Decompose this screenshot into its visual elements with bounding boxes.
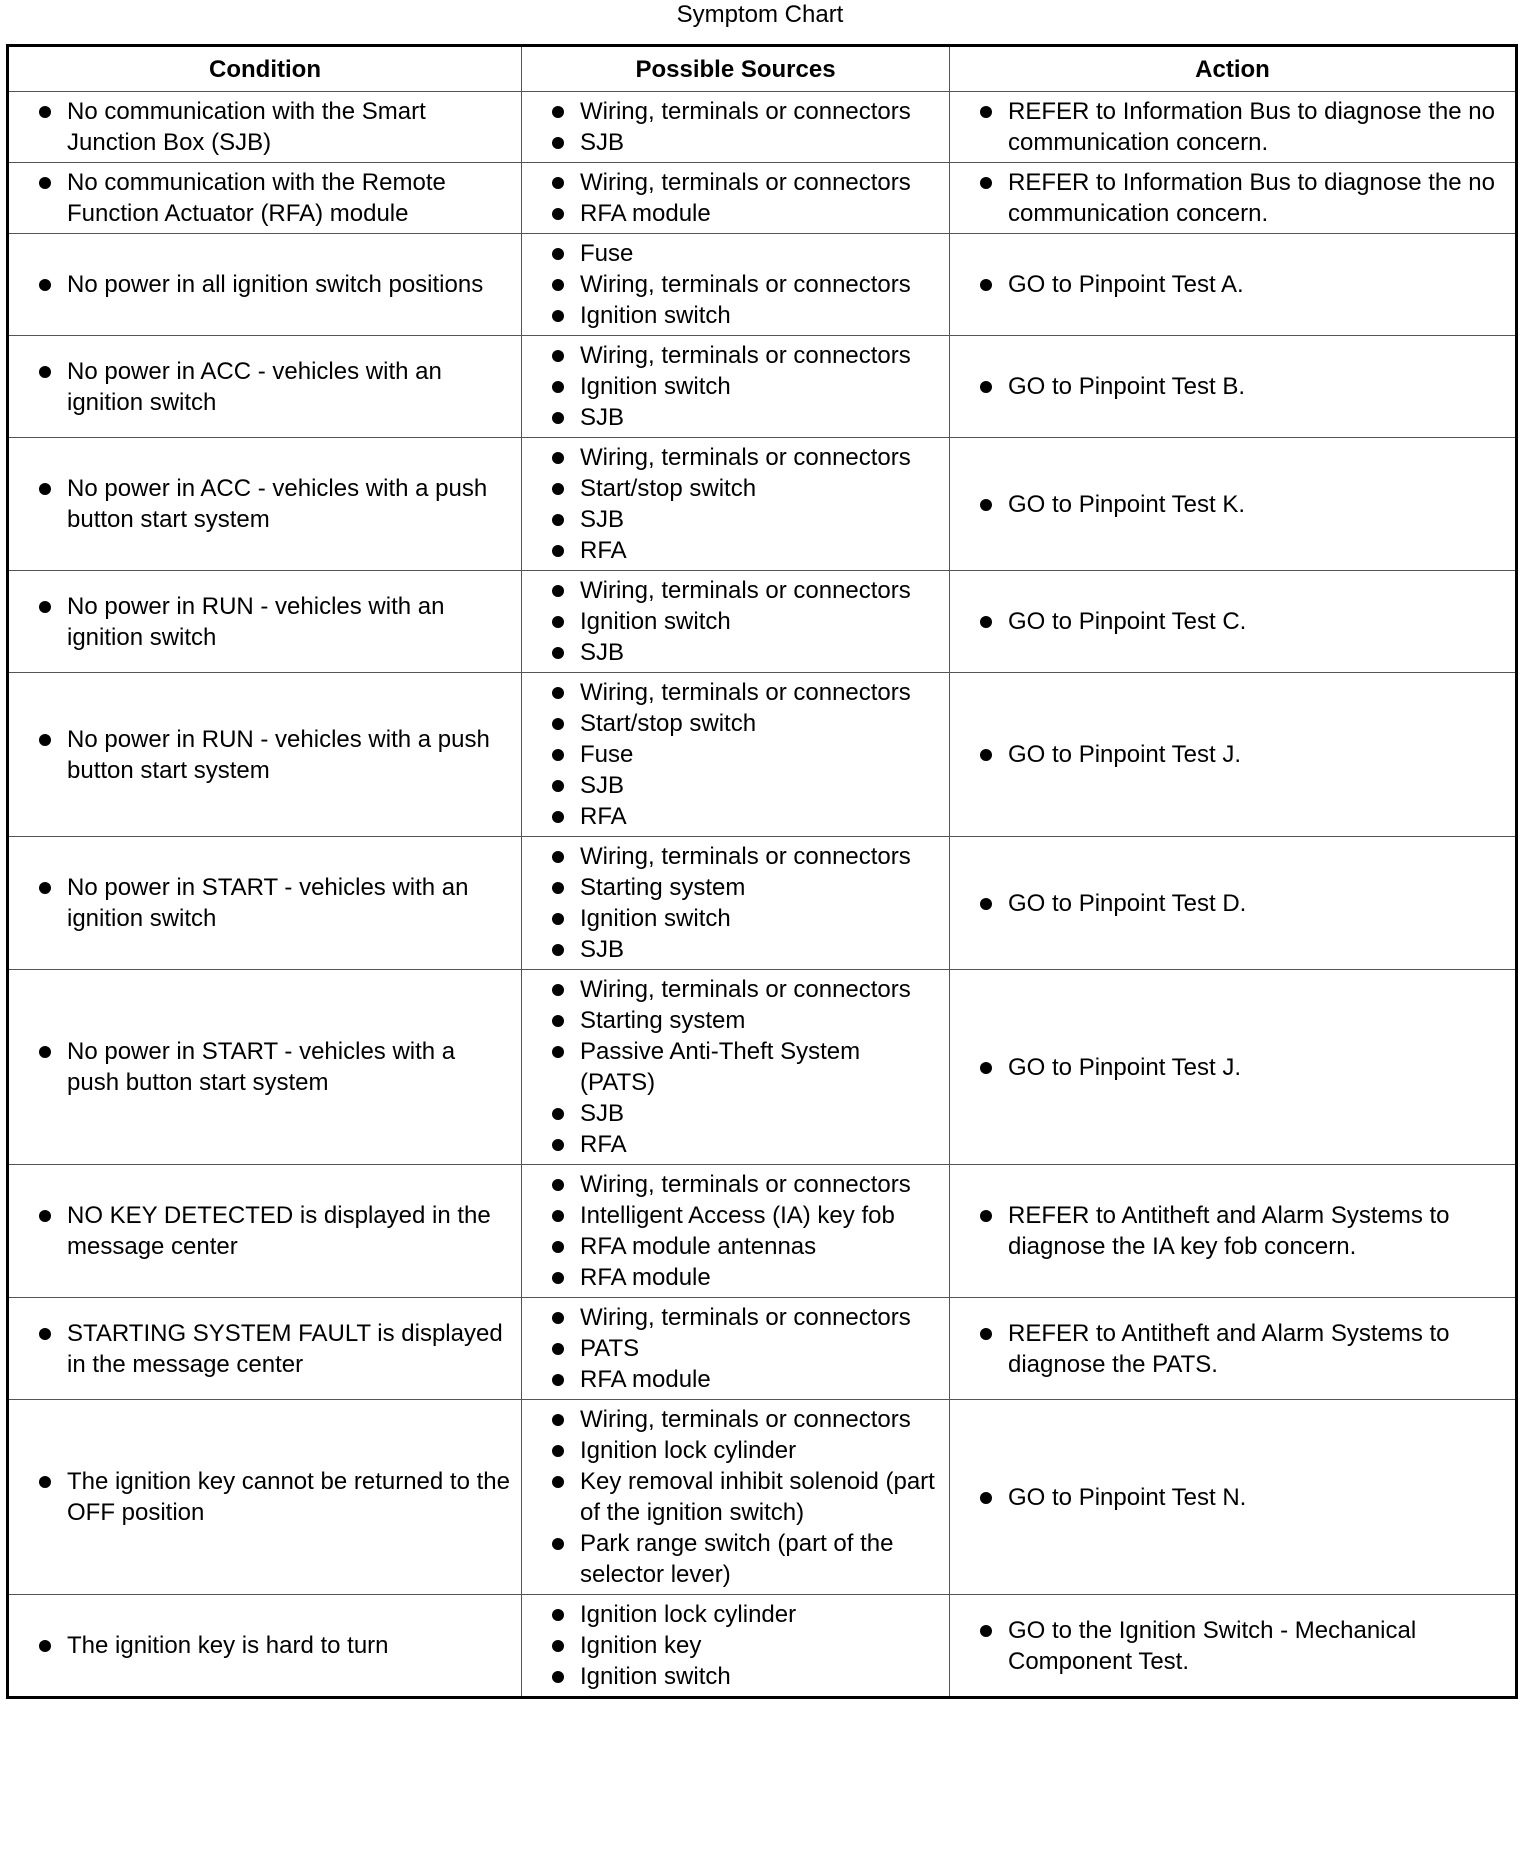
- condition-text: No power in RUN - vehicles with an ignition switch: [21, 591, 513, 653]
- action-list: [962, 1482, 1507, 1513]
- table-row: [8, 1298, 1517, 1400]
- table-row: [8, 163, 1517, 234]
- condition-text: STARTING SYSTEM FAULT is displayed in the message center: [21, 1318, 513, 1380]
- action-list: [962, 371, 1507, 402]
- condition-cell: [8, 970, 522, 1165]
- possible-source-item: Ignition key: [534, 1630, 941, 1661]
- table-row: [8, 1165, 1517, 1298]
- possible-sources-cell: [522, 837, 950, 970]
- possible-source-item: RFA module: [534, 198, 941, 229]
- action-list: [962, 167, 1507, 229]
- condition-list: [21, 269, 513, 300]
- possible-source-item: SJB: [534, 504, 941, 535]
- possible-sources-list: [534, 1599, 941, 1692]
- action-list: [962, 888, 1507, 919]
- action-list: [962, 489, 1507, 520]
- action-cell: [950, 1595, 1517, 1698]
- action-cell: [950, 1400, 1517, 1595]
- possible-source-item: RFA: [534, 1129, 941, 1160]
- condition-cell: [8, 837, 522, 970]
- possible-source-item: SJB: [534, 637, 941, 668]
- action-cell: [950, 336, 1517, 438]
- possible-source-item: Intelligent Access (IA) key fob: [534, 1200, 941, 1231]
- possible-source-item: Ignition lock cylinder: [534, 1435, 941, 1466]
- condition-list: [21, 473, 513, 535]
- possible-source-item: Wiring, terminals or connectors: [534, 1302, 941, 1333]
- condition-text: No communication with the Smart Junction Box (SJB): [21, 96, 513, 158]
- action-text: GO to Pinpoint Test J.: [962, 1052, 1507, 1083]
- possible-source-item: Wiring, terminals or connectors: [534, 340, 941, 371]
- possible-sources-cell: [522, 1165, 950, 1298]
- action-text: REFER to Information Bus to diagnose the no communication concern.: [962, 96, 1507, 158]
- possible-source-item: Park range switch (part of the selector lever): [534, 1528, 941, 1590]
- condition-list: [21, 1630, 513, 1661]
- condition-text: The ignition key is hard to turn: [21, 1630, 513, 1661]
- possible-sources-list: [534, 96, 941, 158]
- possible-source-item: Ignition lock cylinder: [534, 1599, 941, 1630]
- possible-source-item: RFA module antennas: [534, 1231, 941, 1262]
- action-text: GO to Pinpoint Test C.: [962, 606, 1507, 637]
- condition-text: No power in RUN - vehicles with a push button start system: [21, 724, 513, 786]
- condition-cell: [8, 1400, 522, 1595]
- possible-source-item: Fuse: [534, 739, 941, 770]
- possible-sources-list: [534, 677, 941, 832]
- possible-sources-list: [534, 167, 941, 229]
- possible-source-item: RFA module: [534, 1262, 941, 1293]
- condition-cell: [8, 673, 522, 837]
- possible-sources-list: [534, 841, 941, 965]
- condition-text: No power in ACC - vehicles with an ignition switch: [21, 356, 513, 418]
- page-title: Symptom Chart: [676, 1, 844, 28]
- possible-source-item: SJB: [534, 402, 941, 433]
- condition-text: No power in all ignition switch positions: [21, 269, 513, 300]
- condition-cell: [8, 1298, 522, 1400]
- action-text: GO to Pinpoint Test A.: [962, 269, 1507, 300]
- action-text: GO to Pinpoint Test B.: [962, 371, 1507, 402]
- possible-source-item: Ignition switch: [534, 300, 941, 331]
- condition-cell: [8, 1165, 522, 1298]
- possible-sources-cell: [522, 1298, 950, 1400]
- possible-source-item: Wiring, terminals or connectors: [534, 974, 941, 1005]
- column-header-condition: Condition: [8, 46, 522, 92]
- possible-source-item: Fuse: [534, 238, 941, 269]
- condition-text: NO KEY DETECTED is displayed in the message center: [21, 1200, 513, 1262]
- action-cell: [950, 1298, 1517, 1400]
- possible-sources-cell: [522, 673, 950, 837]
- action-list: [962, 739, 1507, 770]
- possible-source-item: Ignition switch: [534, 903, 941, 934]
- symptom-chart-table: [6, 44, 1518, 1699]
- possible-source-item: SJB: [534, 127, 941, 158]
- possible-sources-cell: [522, 234, 950, 336]
- possible-sources-cell: [522, 336, 950, 438]
- possible-sources-list: [534, 340, 941, 433]
- possible-source-item: Starting system: [534, 872, 941, 903]
- action-list: [962, 1615, 1507, 1677]
- possible-source-item: SJB: [534, 770, 941, 801]
- possible-sources-list: [534, 442, 941, 566]
- table-row: [8, 837, 1517, 970]
- condition-cell: [8, 571, 522, 673]
- action-text: GO to Pinpoint Test J.: [962, 739, 1507, 770]
- possible-sources-cell: [522, 163, 950, 234]
- possible-sources-list: [534, 974, 941, 1160]
- condition-text: No power in START - vehicles with an ignition switch: [21, 872, 513, 934]
- table-row: [8, 571, 1517, 673]
- action-cell: [950, 438, 1517, 571]
- condition-cell: [8, 336, 522, 438]
- action-cell: [950, 673, 1517, 837]
- condition-list: [21, 356, 513, 418]
- possible-source-item: Wiring, terminals or connectors: [534, 167, 941, 198]
- table-body: [8, 92, 1517, 1698]
- possible-source-item: PATS: [534, 1333, 941, 1364]
- possible-source-item: Wiring, terminals or connectors: [534, 575, 941, 606]
- condition-cell: [8, 1595, 522, 1698]
- possible-source-item: SJB: [534, 1098, 941, 1129]
- action-text: REFER to Information Bus to diagnose the no communication concern.: [962, 167, 1507, 229]
- condition-list: [21, 1200, 513, 1262]
- action-text: REFER to Antitheft and Alarm Systems to diagnose the PATS.: [962, 1318, 1507, 1380]
- possible-sources-list: [534, 575, 941, 668]
- possible-source-item: Ignition switch: [534, 371, 941, 402]
- possible-sources-cell: [522, 1595, 950, 1698]
- possible-sources-list: [534, 1169, 941, 1293]
- possible-source-item: Wiring, terminals or connectors: [534, 1169, 941, 1200]
- possible-sources-cell: [522, 1400, 950, 1595]
- possible-source-item: RFA: [534, 535, 941, 566]
- action-list: [962, 96, 1507, 158]
- possible-source-item: SJB: [534, 934, 941, 965]
- possible-source-item: Wiring, terminals or connectors: [534, 1404, 941, 1435]
- action-text: GO to Pinpoint Test D.: [962, 888, 1507, 919]
- possible-sources-list: [534, 1404, 941, 1590]
- condition-list: [21, 1036, 513, 1098]
- condition-list: [21, 591, 513, 653]
- action-cell: [950, 163, 1517, 234]
- table-row: [8, 234, 1517, 336]
- column-header-possible-sources: Possible Sources: [522, 46, 950, 92]
- possible-sources-cell: [522, 970, 950, 1165]
- action-list: [962, 606, 1507, 637]
- condition-text: The ignition key cannot be returned to the OFF position: [21, 1466, 513, 1528]
- condition-cell: [8, 234, 522, 336]
- possible-sources-list: [534, 238, 941, 331]
- possible-source-item: Start/stop switch: [534, 473, 941, 504]
- condition-cell: [8, 163, 522, 234]
- table-row: [8, 1400, 1517, 1595]
- possible-source-item: Wiring, terminals or connectors: [534, 677, 941, 708]
- possible-source-item: Key removal inhibit solenoid (part of the ignition switch): [534, 1466, 941, 1528]
- possible-source-item: Starting system: [534, 1005, 941, 1036]
- condition-list: [21, 167, 513, 229]
- action-text: REFER to Antitheft and Alarm Systems to diagnose the IA key fob concern.: [962, 1200, 1507, 1262]
- condition-text: No communication with the Remote Function Actuator (RFA) module: [21, 167, 513, 229]
- condition-text: No power in START - vehicles with a push button start system: [21, 1036, 513, 1098]
- possible-sources-list: [534, 1302, 941, 1395]
- possible-source-item: Wiring, terminals or connectors: [534, 442, 941, 473]
- action-list: [962, 269, 1507, 300]
- condition-list: [21, 96, 513, 158]
- condition-list: [21, 872, 513, 934]
- condition-list: [21, 1466, 513, 1528]
- action-text: GO to Pinpoint Test K.: [962, 489, 1507, 520]
- possible-sources-cell: [522, 438, 950, 571]
- possible-source-item: RFA: [534, 801, 941, 832]
- possible-sources-cell: [522, 571, 950, 673]
- action-text: GO to the Ignition Switch - Mechanical Component Test.: [962, 1615, 1507, 1677]
- action-list: [962, 1052, 1507, 1083]
- column-header-action: Action: [950, 46, 1517, 92]
- table-row: [8, 1595, 1517, 1698]
- action-cell: [950, 234, 1517, 336]
- action-cell: [950, 970, 1517, 1165]
- possible-source-item: Wiring, terminals or connectors: [534, 841, 941, 872]
- possible-source-item: RFA module: [534, 1364, 941, 1395]
- possible-source-item: Ignition switch: [534, 1661, 941, 1692]
- possible-source-item: Wiring, terminals or connectors: [534, 96, 941, 127]
- action-list: [962, 1200, 1507, 1262]
- possible-source-item: Passive Anti-Theft System (PATS): [534, 1036, 941, 1098]
- action-list: [962, 1318, 1507, 1380]
- condition-list: [21, 724, 513, 786]
- table-row: [8, 970, 1517, 1165]
- action-cell: [950, 571, 1517, 673]
- table-row: [8, 92, 1517, 163]
- action-text: GO to Pinpoint Test N.: [962, 1482, 1507, 1513]
- possible-source-item: Start/stop switch: [534, 708, 941, 739]
- action-cell: [950, 837, 1517, 970]
- table-row: [8, 336, 1517, 438]
- header-row: [8, 46, 1517, 92]
- action-cell: [950, 92, 1517, 163]
- condition-cell: [8, 92, 522, 163]
- table-row: [8, 673, 1517, 837]
- possible-source-item: Wiring, terminals or connectors: [534, 269, 941, 300]
- action-cell: [950, 1165, 1517, 1298]
- possible-sources-cell: [522, 92, 950, 163]
- table-row: [8, 438, 1517, 571]
- condition-cell: [8, 438, 522, 571]
- condition-list: [21, 1318, 513, 1380]
- condition-text: No power in ACC - vehicles with a push button start system: [21, 473, 513, 535]
- possible-source-item: Ignition switch: [534, 606, 941, 637]
